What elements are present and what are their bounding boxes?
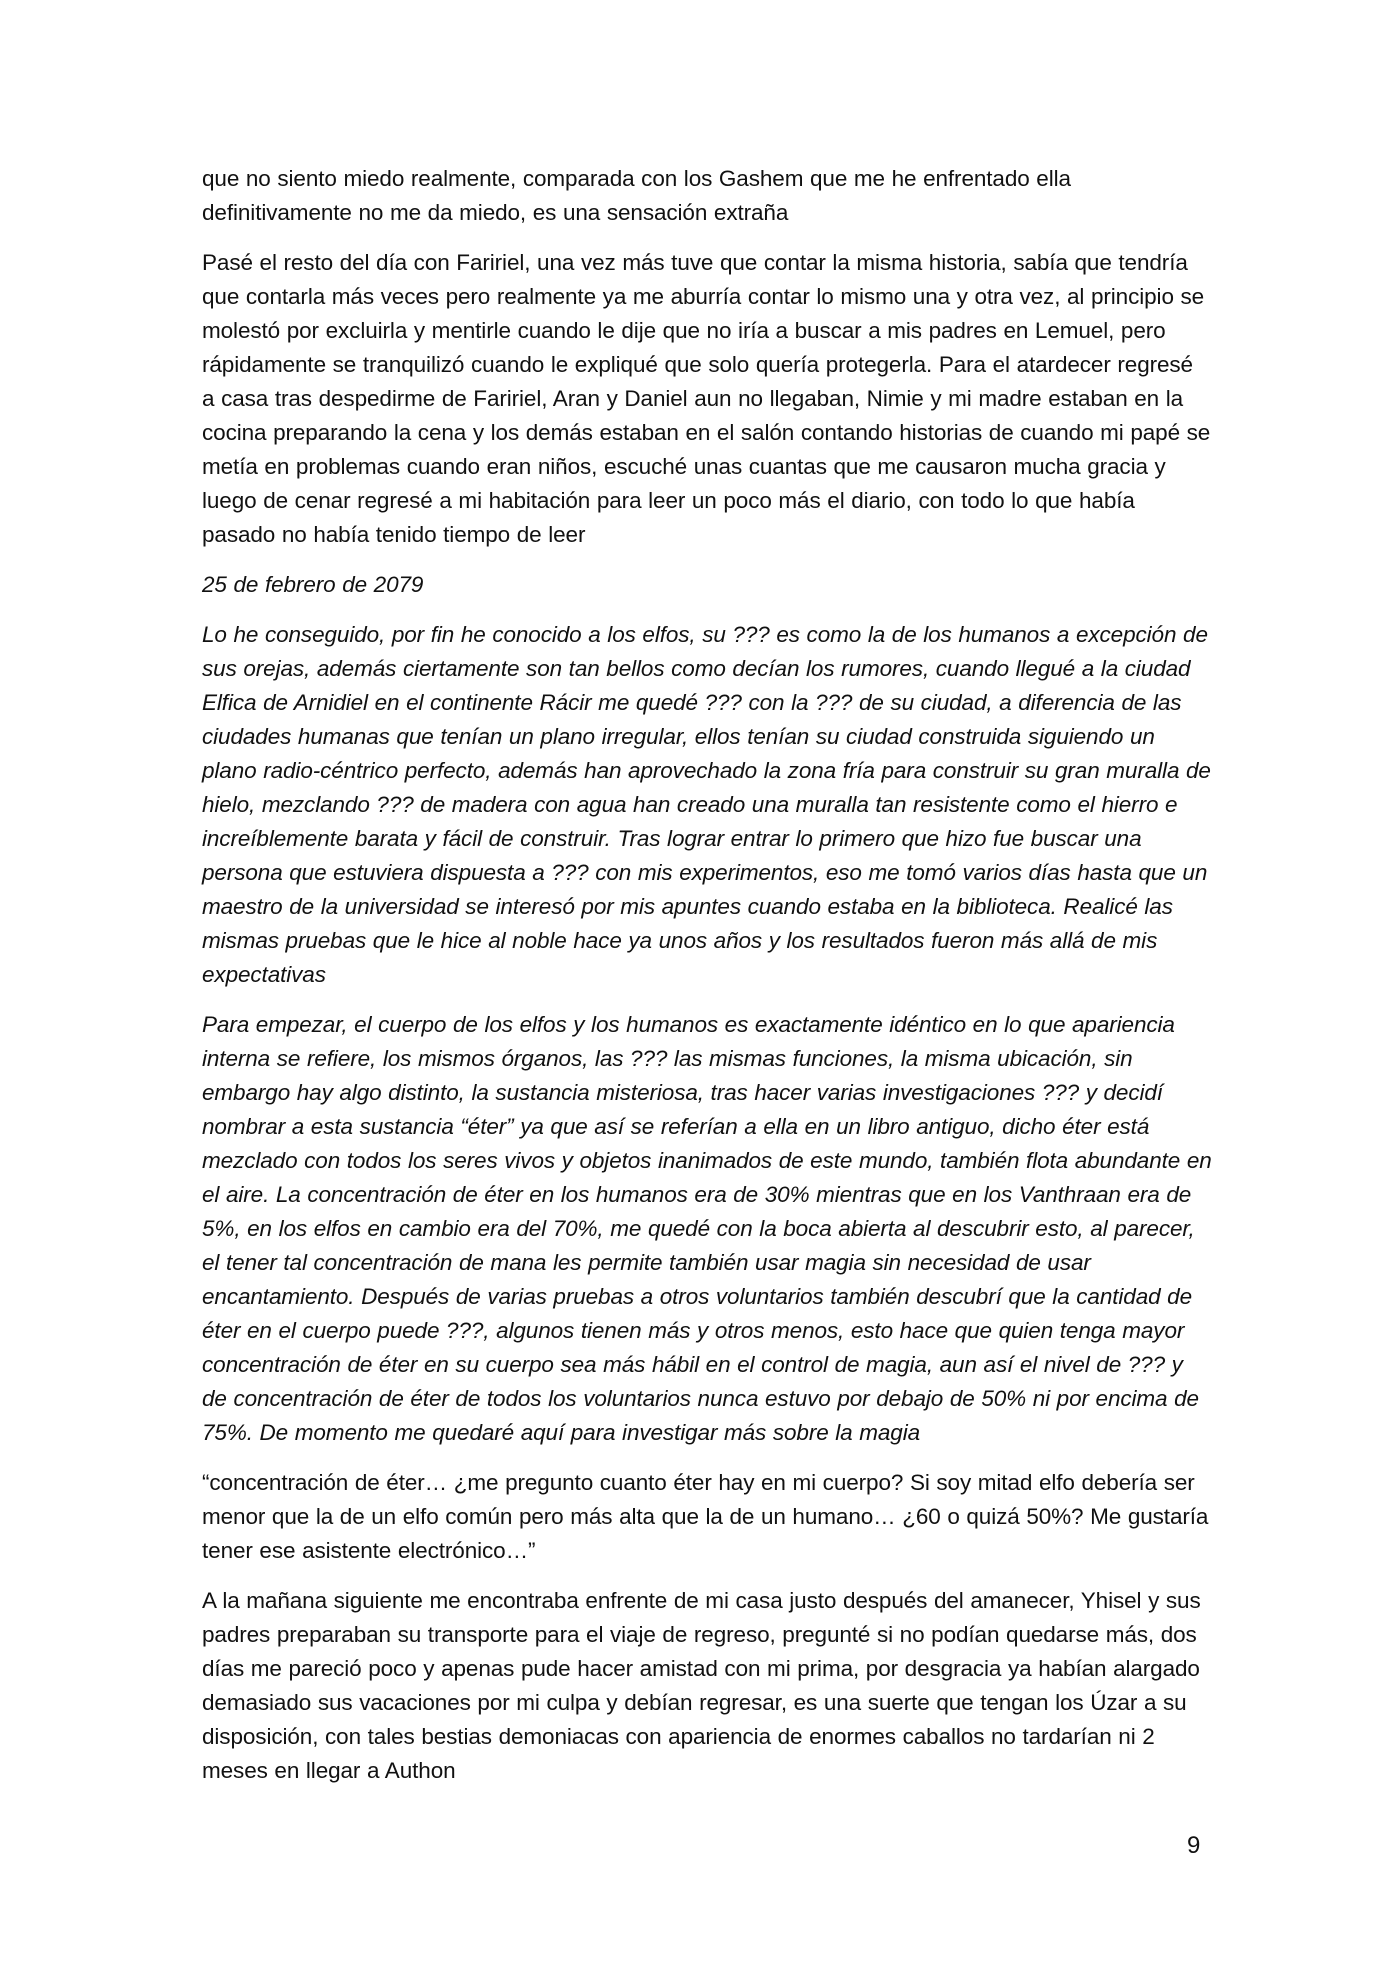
page-number: 9 xyxy=(1187,1832,1201,1859)
paragraph-next-morning: A la mañana siguiente me encontraba enfrente de mi casa justo después del amanecer, Yhisel y sus padres preparaban su transporte para el viaje de regreso, pregunté si no podían quedarse más, dos días me pareció poco y apenas pude hacer amistad con mi prima, por desgracia ya habían alargado demasiado sus vacaciones por mi culpa y debían regresar, es una suerte que tengan los Úzar a su disposición, con tales bestias demoniacas con apariencia de enormes caballos no tardarían ni 2 meses en llegar a Authon xyxy=(202,1588,1201,1783)
diary-entry-ether: Para empezar, el cuerpo de los elfos y los humanos es exactamente idéntico en lo que apariencia interna se refiere, los mismos órganos, las ??? las mismas funciones, la misma ubicación, sin embargo hay algo distinto, la sustancia misteriosa, tras hacer varias investigaciones ??? y decidí nombrar a esta sustancia “éter” ya que así se referían a ella en un libro antiguo, dicho éter está mezclado con todos los seres vivos y objetos inanimados de este mundo, también flota abundante en el aire. La concentración de éter en los humanos era de 30% mientras que en los Vanthraan era de 5%, en los elfos en cambio era del 70%, me quedé con la boca abierta al descubrir esto, al parecer, el tener tal concentración de mana les permite también usar magia sin necesidad de usar encantamiento. Después de varias pruebas a otros voluntarios también descubrí que la cantidad de éter en el cuerpo puede ???, algunos tienen más y otros menos, esto hace que quien tenga mayor concentración de éter en su cuerpo sea más hábil en el control de magia, aun así el nivel de ??? y de concentración de éter de todos los voluntarios nunca estuvo por debajo de 50% ni por encima de 75%. De momento me quedaré aquí para investigar más sobre la magia xyxy=(202,1012,1212,1445)
diary-date: 25 de febrero de 2079 xyxy=(202,572,424,597)
paragraph-reflection-quote: “concentración de éter… ¿me pregunto cuanto éter hay en mi cuerpo? Si soy mitad elfo debería ser menor que la de un elfo común pero más alta que la de un humano… ¿60 o quizá 50%? Me gustaría tener ese asistente electrónico…” xyxy=(202,1470,1209,1563)
paragraph-continuation: que no siento miedo realmente, comparada con los Gashem que me he enfrentado ella definitivamente no me da miedo, es una sensación extraña xyxy=(202,166,1071,225)
diary-entry-elves: Lo he conseguido, por fin he conocido a los elfos, su ??? es como la de los humanos a excepción de sus orejas, además ciertamente son tan bellos como decían los rumores, cuando llegué a la ciudad Elfica de Arnidiel en el continente Rácir me quedé ??? con la ??? de su ciudad, a diferencia de las ciudades humanas que tenían un plano irregular, ellos tenían su ciudad construida siguiendo un plano radio-céntrico perfecto, además han aprovechado la zona fría para construir su gran muralla de hielo, mezclando ??? de madera con agua han creado una muralla tan resistente como el hierro e increíblemente barata y fácil de construir. Tras lograr entrar lo primero que hizo fue buscar una persona que estuviera dispuesta a ??? con mis experimentos, eso me tomó varios días hasta que un maestro de la universidad se interesó por mis apuntes cuando estaba en la biblioteca. Realicé las mismas pruebas que le hice al noble hace ya unos años y los resultados fueron más allá de mis expectativas xyxy=(202,622,1211,987)
page-body xyxy=(202,162,1212,1804)
paragraph-afternoon: Pasé el resto del día con Faririel, una vez más tuve que contar la misma historia, sabía que tendría que contarla más veces pero realmente ya me aburría contar lo mismo una y otra vez, al principio se molestó por excluirla y mentirle cuando le dije que no iría a buscar a mis padres en Lemuel, pero rápidamente se tranquilizó cuando le expliqué que solo quería protegerla. Para el atardecer regresé a casa tras despedirme de Faririel, Aran y Daniel aun no llegaban, Nimie y mi madre estaban en la cocina preparando la cena y los demás estaban en el salón contando historias de cuando mi papé se metía en problemas cuando eran niños, escuché unas cuantas que me causaron mucha gracia y luego de cenar regresé a mi habitación para leer un poco más el diario, con todo lo que había pasado no había tenido tiempo de leer xyxy=(202,250,1211,547)
